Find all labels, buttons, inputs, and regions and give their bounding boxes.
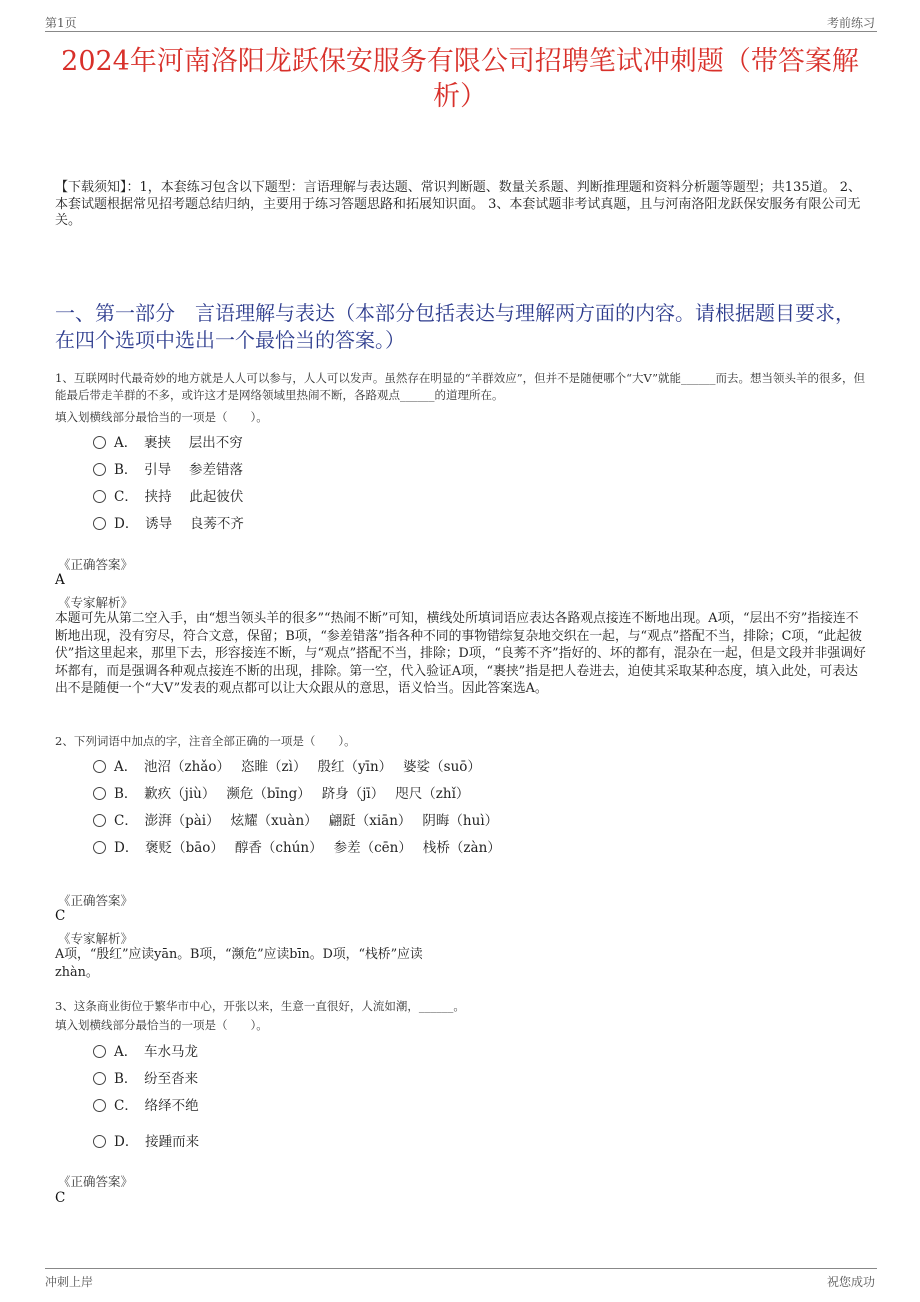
question-1-option-c[interactable]: C． 挟持 此起彼伏 [93,485,243,505]
header-right-label: 考前练习 [826,16,875,30]
analysis-tag: 《专家解析》 [58,595,134,610]
radio-icon[interactable] [93,1135,106,1148]
radio-icon[interactable] [93,1045,106,1058]
question-1-prompt: 填入划横线部分最恰当的一项是（ ）。 [55,410,268,424]
question-2-analysis-line-2: zhàn。 [55,965,99,980]
question-1-option-d[interactable]: D． 诱导 良莠不齐 [93,512,244,532]
radio-icon[interactable] [93,1072,106,1085]
question-1-option-a[interactable]: A． 裹挟 层出不穷 [93,431,243,451]
header-rule [45,31,877,32]
question-2-option-d[interactable]: D． 褒贬（bāo） 醇香（chún） 参差（cēn） 栈桥（zàn） [93,836,501,856]
download-notice: 【下载须知】：1，本套练习包含以下题型：言语理解与表达题、常识判断题、数量关系题、判断推理题和资料分析题等题型；共135道。 2、本套试题根据常见招考题总结归纳，主要用于练习答题思路和拓展知识面。 3、本套试题非考试真题，且与河南洛阳龙跃保安服务有限公司无关。 [55,180,861,228]
radio-icon[interactable] [93,814,106,827]
question-2-stem: 2、下列词语中加点的字，注音全部正确的一项是（ ）。 [55,734,356,748]
question-3-prompt: 填入划横线部分最恰当的一项是（ ）。 [55,1018,268,1032]
radio-icon[interactable] [93,436,106,449]
radio-icon[interactable] [93,760,106,773]
analysis-tag: 《专家解析》 [58,931,134,946]
question-1-analysis: 本题可先从第二空入手，由“想当领头羊的很多”“热闹不断”可知，横线处所填词语应表达各路观点接连不断地出现。A项，“层出不穷”指接连不断地出现，没有穷尽，符合文意，保留；B项，“参差错落”指各种不同的事物错综复杂地交织在一起，与“观点”搭配不当，排除；C项，“此起彼伏”指这里起来，那里下去，形容接连不断，与“观点”搭配不当，排除；D项，“良莠不齐”指好的、坏的都有，混杂在一起，但是文段并非强调好坏都有，而是强调各种观点接连不断的出现，排除。第一空，代入验证A项，“裹挟”指是把人卷进去，迫使其采取某种态度，填入此处，可表达出不是随便一个“大V”发表的观点都可以让大众跟从的意思，语义恰当。因此答案选A。 [55,611,866,696]
radio-icon[interactable] [93,517,106,530]
radio-icon[interactable] [93,490,106,503]
document-title: 2024年河南洛阳龙跃保安服务有限公司招聘笔试冲刺题（带答案解析） [61,46,859,112]
question-2-option-b[interactable]: B． 歉疚（jiù） 濒危（bīng） 跻身（jī） 咫尺（zhǐ） [93,782,469,802]
page-number: 第1页 [45,16,77,30]
answer-tag: 《正确答案》 [58,893,134,908]
radio-icon[interactable] [93,787,106,800]
question-2-answer: C [55,908,66,924]
footer-left-label: 冲刺上岸 [45,1275,94,1289]
question-3-option-c[interactable]: C． 络绎不绝 [93,1094,199,1114]
footer-rule [45,1268,877,1269]
radio-icon[interactable] [93,1099,106,1112]
question-2-option-c[interactable]: C． 澎湃（pài） 炫耀（xuàn） 翩跹（xiān） 阴晦（huì） [93,809,498,829]
question-3-option-a[interactable]: A． 车水马龙 [93,1040,198,1060]
question-3-option-d[interactable]: D． 接踵而来 [93,1130,199,1150]
radio-icon[interactable] [93,463,106,476]
question-1-stem: 1、互联网时代最奇妙的地方就是人人可以参与，人人可以发声。虽然存在明显的“羊群效应”，但并不是随便哪个“大V”就能______而去。想当领头羊的很多，但能最后带走羊群的不多，或许这才是网络领域里热闹不断，各路观点______的道理所在。 [55,371,866,402]
section-heading: 一、第一部分 言语理解与表达（本部分包括表达与理解两方面的内容。请根据题目要求，在四个选项中选出一个最恰当的答案。） [55,301,855,352]
answer-tag: 《正确答案》 [58,557,134,572]
answer-tag: 《正确答案》 [58,1174,134,1189]
question-3-option-b[interactable]: B． 纷至沓来 [93,1067,198,1087]
radio-icon[interactable] [93,841,106,854]
question-3-stem: 3、这条商业街位于繁华市中心，开张以来，生意一直很好，人流如潮，______。 [55,999,465,1013]
question-2-analysis-line-1: A项，“殷红”应读yān。B项，“濒危”应读bīn。D项，“栈桥”应读 [55,947,423,962]
question-1-option-b[interactable]: B． 引导 参差错落 [93,458,243,478]
question-1-answer: A [55,572,65,588]
question-2-option-a[interactable]: A． 池沼（zhǎo） 恣睢（zì） 殷红（yīn） 婆娑（suō） [93,755,481,775]
question-3-answer: C [55,1190,66,1206]
footer-right-label: 祝您成功 [826,1275,875,1289]
